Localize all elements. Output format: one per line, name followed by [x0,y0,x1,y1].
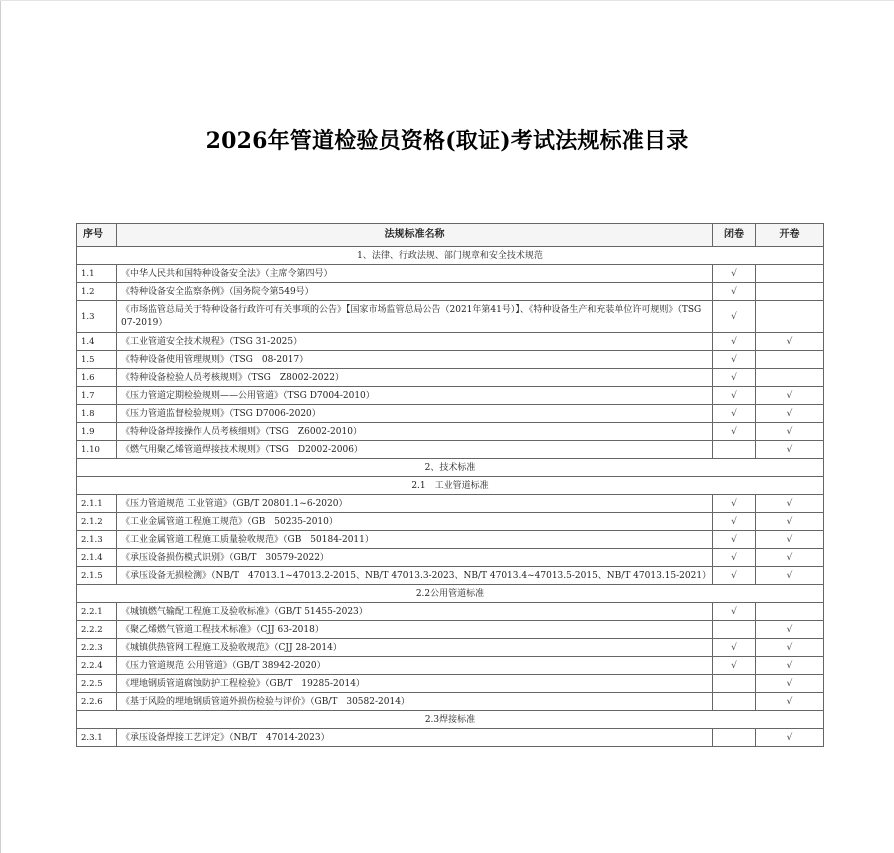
row-open-book-mark [756,351,824,369]
header-closed-book: 闭卷 [713,224,756,247]
row-serial: 2.1.2 [77,513,117,531]
row-name: 《聚乙烯燃气管道工程技术标准》（CJJ 63-2018） [117,621,713,639]
table-header-row [77,224,824,247]
table-row [77,369,824,387]
row-serial: 2.2.6 [77,693,117,711]
row-open-book-mark: √ [756,639,824,657]
row-name: 《工业管道安全技术规程》（TSG 31-2025） [117,333,713,351]
table-row [77,639,824,657]
row-serial: 2.1.5 [77,567,117,585]
row-open-book-mark: √ [756,531,824,549]
row-serial: 1.3 [77,301,117,333]
table-row [77,333,824,351]
row-name: 《中华人民共和国特种设备安全法》（主席令第四号） [117,265,713,283]
row-name: 《市场监管总局关于特种设备行政许可有关事项的公告》【国家市场监管总局公告（2021年第41号）】、《特种设备生产和充装单位许可规则》（TSG 07-2019） [117,301,713,333]
row-serial: 2.3.1 [77,729,117,747]
section-heading: 2、技术标准 [77,459,824,477]
row-closed-book-mark: √ [713,549,756,567]
row-name: 《工业金属管道工程施工质量验收规范》（GB 50184-2011） [117,531,713,549]
table-row [77,495,824,513]
table-row [77,693,824,711]
row-open-book-mark: √ [756,387,824,405]
table-row [77,387,824,405]
table-row [77,567,824,585]
row-name: 《工业金属管道工程施工规范》（GB 50235-2010） [117,513,713,531]
row-open-book-mark [756,301,824,333]
row-open-book-mark: √ [756,549,824,567]
row-open-book-mark: √ [756,333,824,351]
header-name: 法规标准名称 [117,224,713,247]
row-closed-book-mark: √ [713,513,756,531]
row-open-book-mark: √ [756,513,824,531]
row-serial: 1.6 [77,369,117,387]
table-row [77,531,824,549]
row-serial: 2.2.4 [77,657,117,675]
row-serial: 2.1.4 [77,549,117,567]
table-row [77,549,824,567]
table-row [77,657,824,675]
row-closed-book-mark: √ [713,405,756,423]
row-serial: 2.2.5 [77,675,117,693]
table-row [77,675,824,693]
row-name: 《特种设备使用管理规则》（TSG 08-2017） [117,351,713,369]
row-closed-book-mark [713,693,756,711]
table-row [77,405,824,423]
row-serial: 1.4 [77,333,117,351]
header-open-book: 开卷 [756,224,824,247]
row-open-book-mark: √ [756,621,824,639]
row-open-book-mark: √ [756,675,824,693]
row-serial: 1.2 [77,283,117,301]
row-closed-book-mark: √ [713,283,756,301]
row-open-book-mark: √ [756,693,824,711]
row-closed-book-mark: √ [713,657,756,675]
row-serial: 1.5 [77,351,117,369]
row-open-book-mark [756,603,824,621]
row-closed-book-mark: √ [713,351,756,369]
row-open-book-mark: √ [756,441,824,459]
row-closed-book-mark: √ [713,603,756,621]
row-closed-book-mark: √ [713,265,756,283]
row-closed-book-mark: √ [713,531,756,549]
section-heading: 2.3焊接标准 [77,711,824,729]
table-row [77,441,824,459]
section-row [77,711,824,729]
row-serial: 2.1.3 [77,531,117,549]
row-serial: 1.8 [77,405,117,423]
page-top-edge [0,0,894,1]
row-open-book-mark [756,369,824,387]
table-row [77,265,824,283]
row-closed-book-mark: √ [713,495,756,513]
header-serial: 序号 [77,224,117,247]
row-open-book-mark: √ [756,405,824,423]
section-row [77,477,824,495]
table-body [77,247,824,747]
row-closed-book-mark: √ [713,423,756,441]
row-open-book-mark: √ [756,567,824,585]
row-serial: 1.10 [77,441,117,459]
table-row [77,621,824,639]
row-name: 《特种设备检验人员考核规则》（TSG Z8002-2022） [117,369,713,387]
row-serial: 2.2.2 [77,621,117,639]
row-name: 《城镇燃气输配工程施工及验收标准》（GB/T 51455-2023） [117,603,713,621]
row-closed-book-mark [713,441,756,459]
section-heading: 2.1 工业管道标准 [77,477,824,495]
row-name: 《承压设备无损检测》（NB/T 47013.1~47013.2-2015、NB/T 47013.3-2023、NB/T 47013.4~47013.5-2015、NB/T 47013.15-2021） [117,567,713,585]
table-row [77,729,824,747]
row-serial: 1.1 [77,265,117,283]
row-serial: 2.2.3 [77,639,117,657]
table-row [77,283,824,301]
row-closed-book-mark: √ [713,567,756,585]
row-open-book-mark: √ [756,423,824,441]
row-name: 《基于风险的埋地钢质管道外损伤检验与评价》（GB/T 30582-2014） [117,693,713,711]
table-row [77,351,824,369]
row-serial: 1.7 [77,387,117,405]
row-serial: 2.1.1 [77,495,117,513]
row-serial: 1.9 [77,423,117,441]
row-name: 《燃气用聚乙烯管道焊接技术规则》（TSG D2002-2006） [117,441,713,459]
row-open-book-mark [756,283,824,301]
row-name: 《压力管道定期检验规则——公用管道》（TSG D7004-2010） [117,387,713,405]
row-closed-book-mark [713,675,756,693]
section-heading: 1、法律、行政法规、部门规章和安全技术规范 [77,247,824,265]
row-open-book-mark [756,265,824,283]
section-heading: 2.2公用管道标准 [77,585,824,603]
table-row [77,423,824,441]
row-open-book-mark: √ [756,729,824,747]
row-name: 《压力管道规范 公用管道》（GB/T 38942-2020） [117,657,713,675]
row-name: 《特种设备焊接操作人员考核细则》（TSG Z6002-2010） [117,423,713,441]
row-open-book-mark: √ [756,495,824,513]
table-row [77,301,824,333]
row-name: 《压力管道规范 工业管道》（GB/T 20801.1~6-2020） [117,495,713,513]
table-row [77,603,824,621]
row-name: 《埋地钢质管道腐蚀防护工程检验》（GB/T 19285-2014） [117,675,713,693]
row-closed-book-mark: √ [713,387,756,405]
regulation-table [76,223,824,747]
row-closed-book-mark: √ [713,369,756,387]
row-name: 《压力管道监督检验规则》（TSG D7006-2020） [117,405,713,423]
row-closed-book-mark: √ [713,301,756,333]
row-closed-book-mark: √ [713,333,756,351]
row-name: 《承压设备损伤模式识别》（GB/T 30579-2022） [117,549,713,567]
row-name: 《城镇供热管网工程施工及验收规范》（CJJ 28-2014） [117,639,713,657]
row-name: 《特种设备安全监察条例》（国务院令第549号） [117,283,713,301]
row-closed-book-mark [713,621,756,639]
table-row [77,513,824,531]
section-row [77,459,824,477]
row-name: 《承压设备焊接工艺评定》（NB/T 47014-2023） [117,729,713,747]
section-row [77,585,824,603]
row-serial: 2.2.1 [77,603,117,621]
row-open-book-mark: √ [756,657,824,675]
row-closed-book-mark: √ [713,639,756,657]
row-closed-book-mark [713,729,756,747]
section-row [77,247,824,265]
document-title: 2026年管道检验员资格(取证)考试法规标准目录 [205,128,689,154]
